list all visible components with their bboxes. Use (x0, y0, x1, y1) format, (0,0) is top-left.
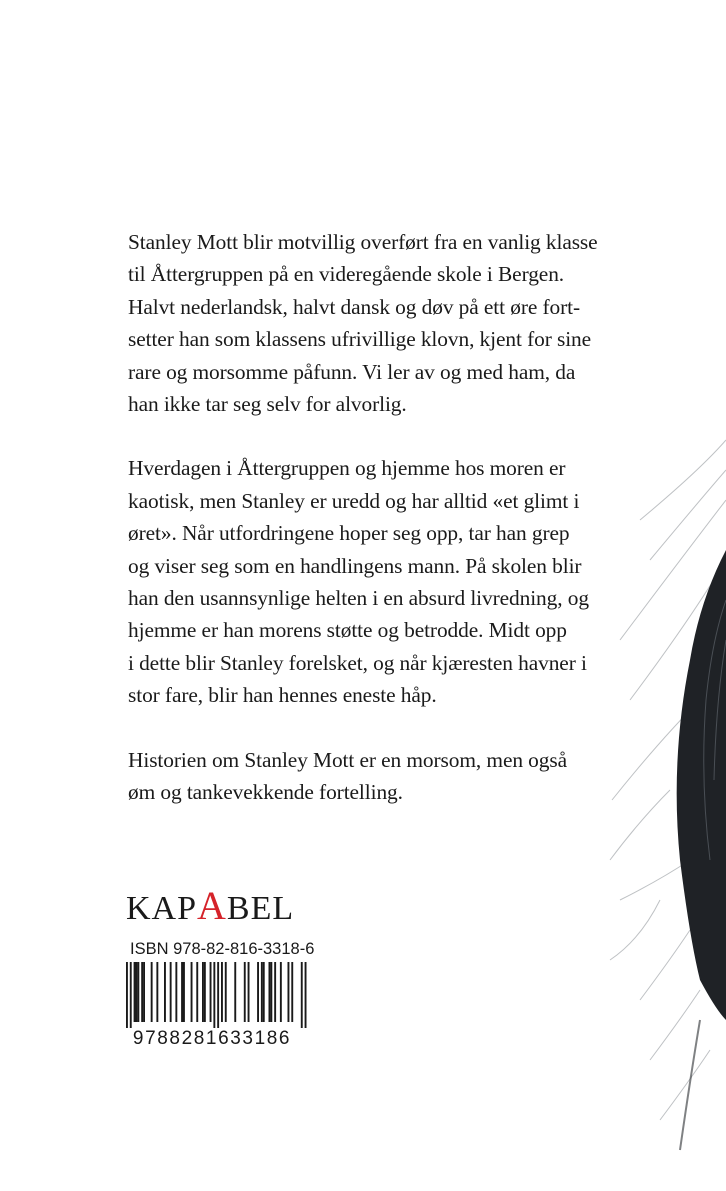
barcode-bar (137, 962, 139, 1022)
barcode-bar (234, 962, 236, 1022)
blurb-line: til Åttergruppen på en videregående skole i Bergen. (128, 262, 565, 287)
barcode-bar (263, 962, 265, 1022)
logo-suffix: BEL (226, 890, 295, 927)
barcode-bar (151, 962, 153, 1022)
blurb-line: han ikke tar seg selv for alvorlig. (128, 392, 407, 417)
logo-accent-letter: A (197, 883, 227, 928)
blurb-line: Stanley Mott blir motvillig overført fra en vanlig klasse (128, 230, 598, 254)
barcode-bar (244, 962, 246, 1022)
barcode-bar (136, 962, 138, 1022)
barcode-bar (213, 962, 215, 1028)
barcode-bar (134, 962, 136, 1022)
barcode-bar (126, 962, 128, 1028)
barcode-bar (269, 962, 271, 1022)
barcode-bar (175, 962, 177, 1022)
barcode-bar (183, 962, 185, 1022)
blurb-line: i dette blir Stanley forelsket, og når kjæresten havner i (128, 650, 587, 675)
barcode-bar (248, 962, 250, 1022)
barcode-bar (270, 962, 272, 1022)
barcode-bar (156, 962, 158, 1022)
blurb-line: rare og morsomme påfunn. Vi ler av og med ham, da (128, 359, 576, 384)
barcode-bar (202, 962, 204, 1022)
blurb-paragraph-2 (128, 452, 628, 711)
blurb-line: Historien om Stanley Mott er en morsom, men også (128, 747, 567, 772)
barcode-bars (126, 962, 307, 1028)
blurb-line: kaotisk, men Stanley er uredd og har alltid «et glimt i (128, 488, 580, 513)
barcode-bar (301, 962, 303, 1028)
barcode-bar (221, 962, 223, 1022)
blurb-paragraph-3 (128, 744, 628, 809)
barcode-digits: 9788281633186 (132, 1028, 292, 1048)
barcode-bar (191, 962, 193, 1022)
barcode-bar (196, 962, 198, 1022)
barcode-bar (141, 962, 143, 1022)
blurb-line: stor fare, blir han hennes eneste håp. (128, 683, 437, 708)
barcode-bar (280, 962, 282, 1022)
blurb-line: Halvt nederlandsk, halvt dansk og døv på ett øre fort- (128, 294, 580, 319)
barcode-bar (225, 962, 227, 1022)
barcode-bar (257, 962, 259, 1022)
barcode-bar (130, 962, 132, 1028)
back-cover-blurb (128, 226, 628, 841)
barcode-bar (305, 962, 307, 1028)
barcode-bar (261, 962, 263, 1022)
publisher-logo (126, 883, 295, 929)
barcode-bar (164, 962, 166, 1022)
barcode-bar (291, 962, 293, 1022)
isbn-barcode (112, 960, 312, 1048)
barcode-bar (143, 962, 145, 1022)
barcode-bar (210, 962, 212, 1022)
blurb-line: setter han som klassens ufrivillige klovn, kjent for sine (128, 327, 592, 352)
isbn-label: ISBN 978-82-816-3318-6 (130, 940, 315, 958)
barcode-bar (274, 962, 276, 1022)
blurb-line: øm og tankevekkende fortelling. (128, 780, 403, 805)
barcode-bar (288, 962, 290, 1022)
barcode-bar (217, 962, 219, 1028)
figure-dark-shape (677, 550, 726, 1020)
barcode-bar (181, 962, 183, 1022)
blurb-line: og viser seg som en handlingens mann. På skolen blir (128, 553, 582, 578)
logo-prefix: KAP (126, 890, 198, 927)
blurb-line: øret». Når utfordringene hoper seg opp, tar han grep (128, 521, 570, 546)
blurb-paragraph-1 (128, 226, 628, 420)
barcode-bar (170, 962, 172, 1022)
blurb-line: han den usannsynlige helten i en absurd livredning, og (128, 586, 589, 611)
blurb-line: Hverdagen i Åttergruppen og hjemme hos moren er (128, 456, 566, 481)
barcode-bar (204, 962, 206, 1022)
blurb-line: hjemme er han morens støtte og betrodde. Midt opp (128, 618, 567, 643)
